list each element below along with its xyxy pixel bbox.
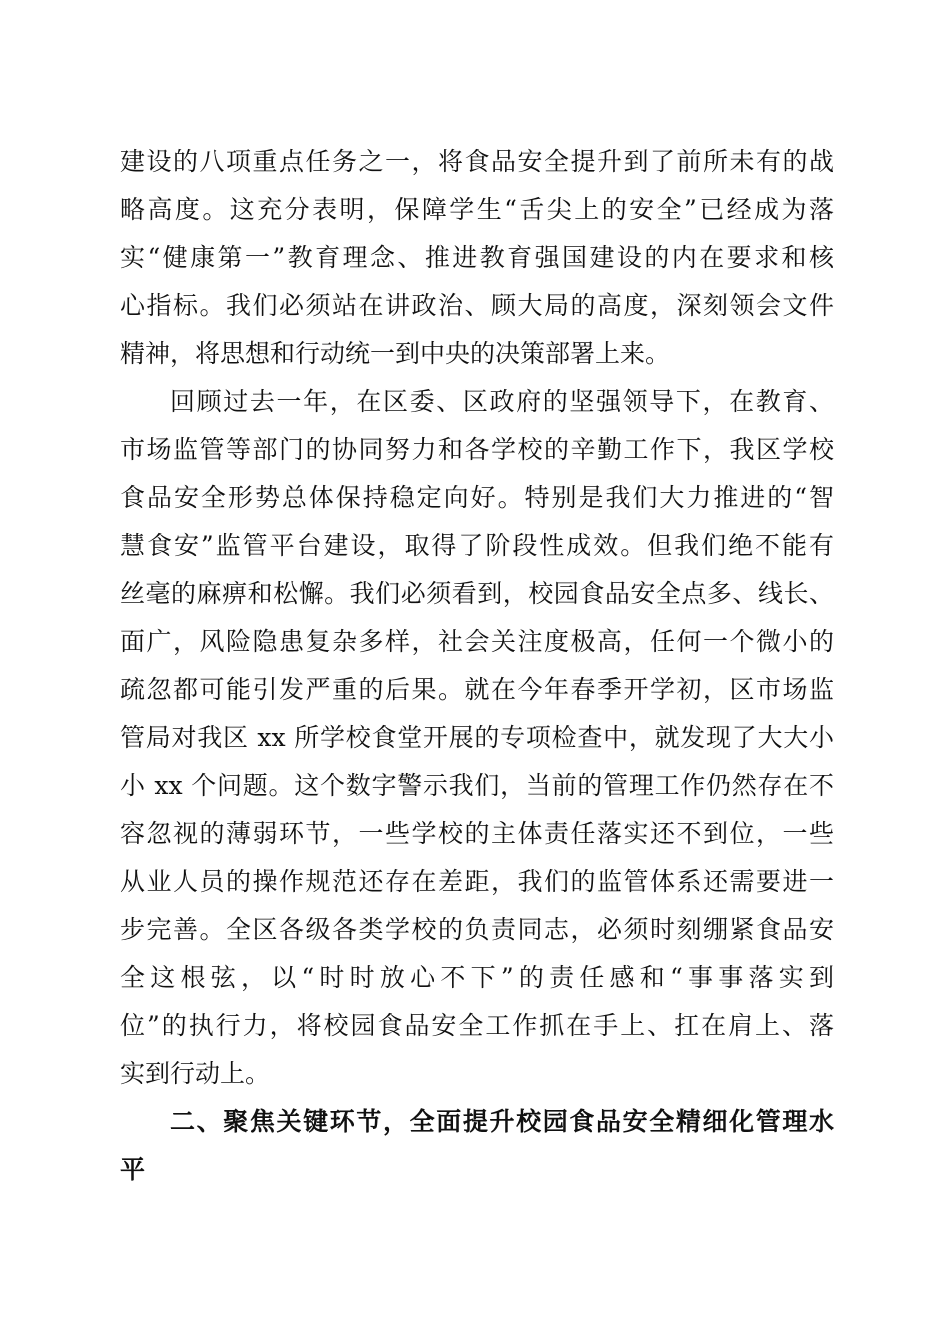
section-heading bbox=[120, 1098, 834, 1194]
text-line: 管局对我区 xx 所学校食堂开展的专项检查中，就发现了大大小 bbox=[120, 723, 834, 752]
text-line: 实到行动上。 bbox=[120, 1059, 271, 1088]
text-line: 市场监管等部门的协同努力和各学校的辛勤工作下，我区学校 bbox=[120, 435, 834, 464]
text-line: 慧食安”监管平台建设，取得了阶段性成效。但我们绝不能有 bbox=[120, 531, 834, 560]
text-line: 小 xx 个问题。这个数字警示我们，当前的管理工作仍然存在不 bbox=[120, 771, 834, 800]
text-line: 实“健康第一”教育理念、推进教育强国建设的内在要求和核 bbox=[120, 243, 834, 272]
text-line: 步完善。全区各级各类学校的负责同志，必须时刻绷紧食品安 bbox=[120, 915, 834, 944]
text-line: 精神，将思想和行动统一到中央的决策部署上来。 bbox=[120, 339, 671, 368]
heading-line: 二、聚焦关键环节，全面提升校园食品安全精细化管理水 bbox=[170, 1107, 834, 1136]
text-line: 全这根弦，以“时时放心不下”的责任感和“事事落实到 bbox=[120, 963, 834, 992]
paragraph-review bbox=[120, 378, 834, 1098]
text-line: 心指标。我们必须站在讲政治、顾大局的高度，深刻领会文件 bbox=[120, 291, 834, 320]
heading-line: 平 bbox=[120, 1155, 146, 1184]
text-line: 面广，风险隐患复杂多样，社会关注度极高，任何一个微小的 bbox=[120, 627, 834, 656]
document-body bbox=[120, 138, 834, 1194]
text-line: 从业人员的操作规范还存在差距，我们的监管体系还需要进一 bbox=[120, 867, 834, 896]
text-line: 食品安全形势总体保持稳定向好。特别是我们大力推进的“智 bbox=[120, 483, 834, 512]
text-line: 丝毫的麻痹和松懈。我们必须看到，校园食品安全点多、线长、 bbox=[120, 579, 834, 608]
text-line: 建设的八项重点任务之一，将食品安全提升到了前所未有的战 bbox=[120, 147, 834, 176]
text-line: 疏忽都可能引发严重的后果。就在今年春季开学初，区市场监 bbox=[120, 675, 834, 704]
text-line: 位”的执行力，将校园食品安全工作抓在手上、扛在肩上、落 bbox=[120, 1011, 834, 1040]
text-line: 容忽视的薄弱环节，一些学校的主体责任落实还不到位，一些 bbox=[120, 819, 834, 848]
text-line: 回顾过去一年，在区委、区政府的坚强领导下，在教育、 bbox=[170, 387, 834, 416]
text-line: 略高度。这充分表明，保障学生“舌尖上的安全”已经成为落 bbox=[120, 195, 834, 224]
paragraph-continued bbox=[120, 138, 834, 378]
